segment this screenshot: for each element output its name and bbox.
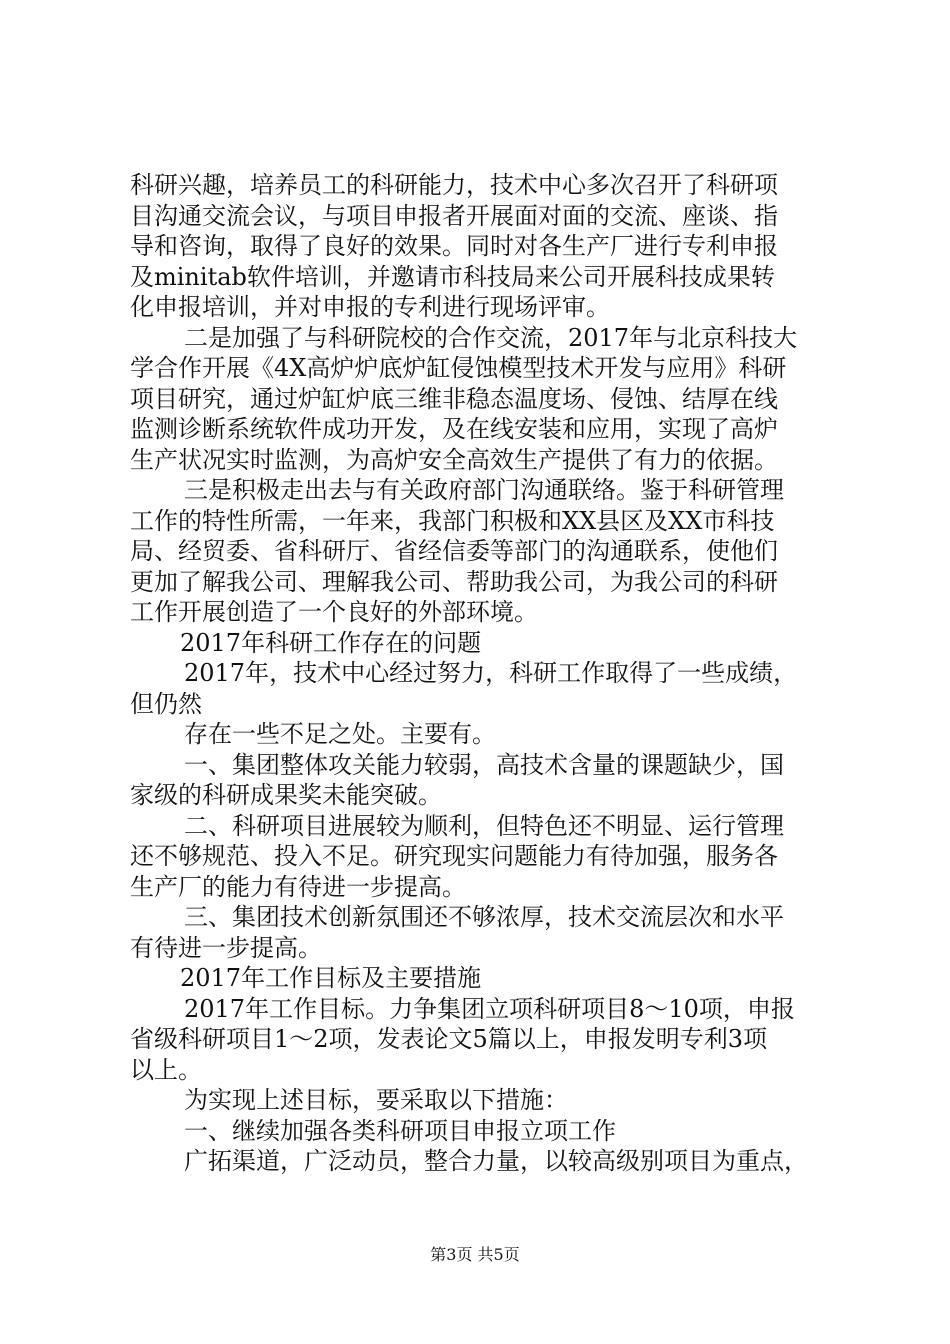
- text-line: 有待进一步提高。: [130, 933, 322, 962]
- text-line: 导和咨询，取得了良好的效果。同时对各生产厂进行专利申报: [130, 232, 778, 260]
- paragraph-start-line: 广拓渠道，广泛动员，整合力量，以较高级别项目为重点，: [184, 1147, 808, 1175]
- text-line: 科研兴趣，培养员工的科研能力，技术中心多次召开了科研项: [130, 171, 778, 199]
- paragraph-start-line: 为实现上述目标，要采取以下措施：: [184, 1086, 568, 1114]
- paragraph-start-line: 2017年工作目标。力争集团立项科研项目8～10项，申报: [184, 994, 795, 1023]
- text-line: 工作的特性所需，一年来，我部门积极和XX县区及XX市科技: [130, 506, 775, 535]
- text-line: 局、经贸委、省科研厅、省经信委等部门的沟通联系，使他们: [130, 537, 778, 565]
- text-line: 生产厂的能力有待进一步提高。: [130, 872, 466, 901]
- text-line: 目沟通交流会议，与项目申报者开展面对面的交流、座谈、指: [130, 201, 778, 230]
- subsection-heading: 一、继续加强各类科研项目申报立项工作: [184, 1116, 616, 1145]
- document-body: [130, 170, 840, 1177]
- text-line: 生产状况实时监测，为高炉安全高效生产提供了有力的依据。: [130, 445, 778, 474]
- text-line: 及minitab软件培训，并邀请市科技局来公司开展科技成果转: [130, 262, 775, 291]
- text-line: 更加了解我公司、理解我公司、帮助我公司，为我公司的科研: [130, 567, 778, 596]
- text-line: 还不够规范、投入不足。研究现实问题能力有待加强，服务各: [130, 842, 778, 870]
- paragraph-start-line: 三是积极走出去与有关政府部门沟通联络。鉴于科研管理: [184, 476, 784, 504]
- section-heading: 2017年工作目标及主要措施: [180, 964, 482, 992]
- paragraph-start-line: 2017年，技术中心经过努力，科研工作取得了一些成绩，: [184, 659, 798, 687]
- text-line: 化申报培训，并对申报的专利进行现场评审。: [130, 293, 610, 321]
- text-line: 工作开展创造了一个良好的外部环境。: [130, 598, 538, 626]
- text-line: 存在一些不足之处。主要有。: [184, 720, 496, 748]
- paragraph-start-line: 二是加强了与科研院校的合作交流，2017年与北京科技大: [184, 323, 798, 352]
- section-heading: 2017年科研工作存在的问题: [180, 628, 482, 657]
- page-number-footer: 第3页 共5页: [430, 1245, 520, 1264]
- paragraph-start-line: 三、集团技术创新氛围还不够浓厚，技术交流层次和水平: [184, 903, 784, 931]
- text-line: 家级的科研成果奖未能突破。: [130, 781, 442, 809]
- text-line: 省级科研项目1～2项，发表论文5篇以上，申报发明专利3项: [130, 1025, 768, 1053]
- text-line: 但仍然: [130, 689, 202, 718]
- paragraph-start-line: 二、科研项目进展较为顺利，但特色还不明显、运行管理: [184, 811, 784, 840]
- text-line: 监测诊断系统软件成功开发，及在线安装和应用，实现了高炉: [130, 415, 778, 443]
- paragraph-start-line: 一、集团整体攻关能力较弱，高技术含量的课题缺少，国: [184, 750, 784, 779]
- text-line: 以上。: [130, 1055, 202, 1084]
- text-line: 项目研究，通过炉缸炉底三维非稳态温度场、侵蚀、结厚在线: [130, 384, 778, 413]
- text-line: 学合作开展《4X高炉炉底炉缸侵蚀模型技术开发与应用》科研: [130, 354, 787, 382]
